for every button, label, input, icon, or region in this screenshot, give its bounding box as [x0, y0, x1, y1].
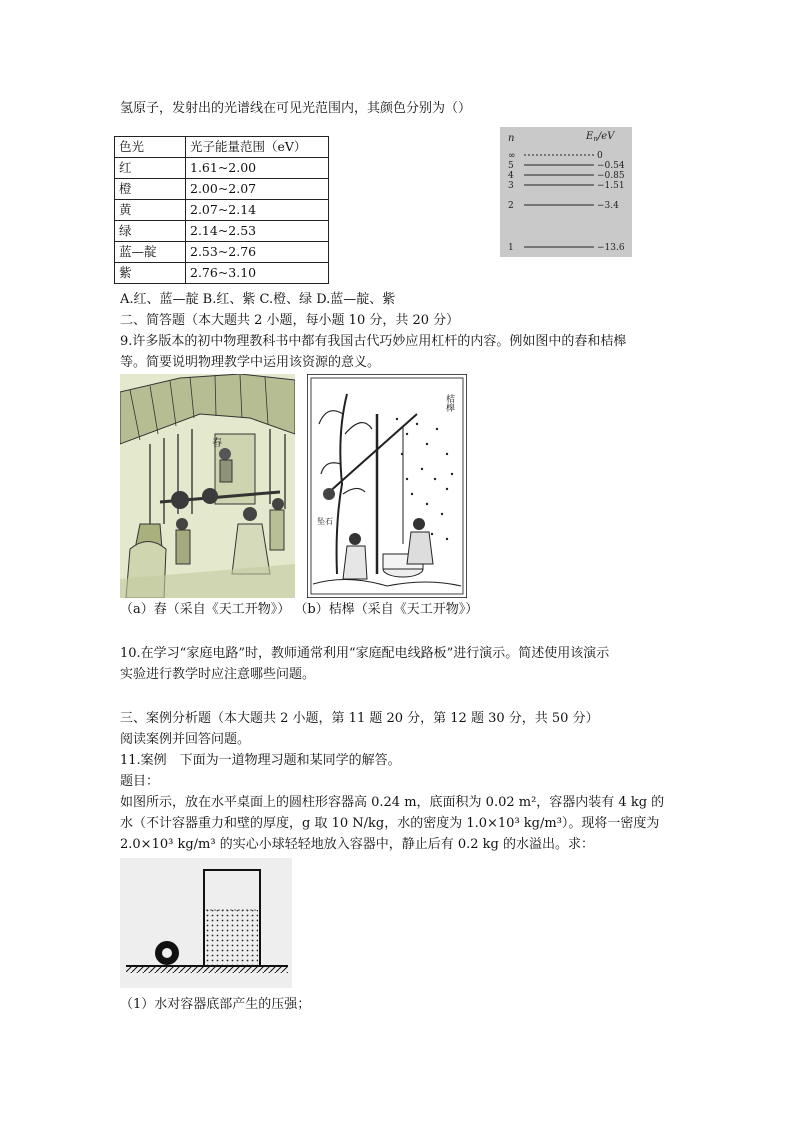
table-cell: 绿 — [115, 221, 186, 242]
question-10-line2: 实验进行教学时应注意哪些问题。 — [120, 667, 316, 682]
question-9-line2: 等。简要说明物理教学中运用该资源的意义。 — [120, 355, 381, 370]
question-9-line1: 9.许多版本的初中物理教科书中都有我国古代巧妙应用杠杆的内容。例如图中的舂和桔槔 — [120, 334, 627, 349]
section-3-subtitle: 阅读案例并回答问题。 — [120, 732, 251, 747]
figure-captions: （a）舂（采自《天工开物》） （b）桔槔（采自《天工开物》） — [120, 602, 479, 617]
table-row — [115, 242, 329, 263]
question-11-sub-1: （1）水对容器底部产生的压强； — [120, 997, 311, 1012]
level-energy-label: −1.51 — [597, 181, 625, 191]
energy-level-diagram — [500, 127, 632, 257]
section-2-title: 二、简答题（本大题共 2 小题，每小题 10 分，共 20 分） — [120, 313, 460, 328]
table-cell: 蓝—靛 — [115, 242, 186, 263]
water — [206, 910, 258, 965]
level-energy-label: −0.85 — [597, 171, 625, 181]
table-cell: 1.61~2.00 — [186, 158, 329, 179]
table-cell: 紫 — [115, 263, 186, 284]
table-cell: 黄 — [115, 200, 186, 221]
table-header-cell: 光子能量范围（eV） — [186, 137, 329, 158]
table-cell: 2.14~2.53 — [186, 221, 329, 242]
table-row — [115, 263, 329, 284]
level-n-label: ∞ — [508, 151, 516, 161]
table-cell: 2.53~2.76 — [186, 242, 329, 263]
section-3-title: 三、案例分析题（本大题共 2 小题，第 11 题 20 分，第 12 题 30 分，共 50 分） — [120, 711, 599, 726]
table-cell: 2.76~3.10 — [186, 263, 329, 284]
table-row — [115, 221, 329, 242]
table-cell: 橙 — [115, 179, 186, 200]
question-11-topic-label: 题目： — [120, 774, 160, 789]
level-energy-label: −3.4 — [597, 201, 619, 211]
intro-line: 氢原子，发射出的光谱线在可见光范围内，其颜色分别为（） — [120, 101, 472, 116]
spectrum-table — [114, 136, 329, 284]
table-cell: 2.00~2.07 — [186, 179, 329, 200]
question-11-case-line: 11.案例 下面为一道物理习题和某同学的解答。 — [120, 753, 401, 768]
answer-options: A.红、蓝—靛 B.红、紫 C.橙、绿 D.蓝—靛、紫 — [120, 292, 396, 307]
question-10-line1: 10.在学习“家庭电路”时，教师通常利用“家庭配电线路板”进行演示。简述使用该演示 — [120, 646, 610, 661]
table-header-row — [115, 137, 329, 158]
table-cell: 2.07~2.14 — [186, 200, 329, 221]
figure-a-pounding-woodcut — [120, 374, 295, 598]
diagram-background — [500, 127, 632, 257]
level-energy-label: −13.6 — [597, 243, 625, 253]
question-11-line2: 水（不计容器重力和壁的厚度，g 取 10 N/kg，水的密度为 1.0×10³ kg/m³）。现将一密度为 — [120, 816, 660, 831]
figure-a-label: 舂 — [212, 438, 222, 449]
table-header-cell: 色光 — [115, 137, 186, 158]
container-ball-figure — [120, 858, 292, 988]
level-n-label: 2 — [508, 201, 514, 211]
table-row — [115, 158, 329, 179]
level-energy-label: 0 — [597, 151, 603, 161]
level-n-label: 3 — [508, 181, 514, 191]
table-row — [115, 200, 329, 221]
level-energy-label: −0.54 — [597, 161, 625, 171]
level-n-label: 5 — [508, 161, 514, 171]
figure-b-label: 坠石 — [317, 517, 333, 526]
n-axis-label: n — [508, 133, 515, 144]
table-row — [115, 179, 329, 200]
level-n-label: 1 — [508, 243, 514, 253]
energy-axis-label: $E_n/eV$ — [586, 131, 615, 143]
level-n-label: 4 — [508, 171, 514, 181]
question-11-line3: 2.0×10³ kg/m³ 的实心小球轻轻地放入容器中，静止后有 0.2 kg 的水溢出。求： — [120, 837, 594, 852]
figure-b-title: 桔槔 — [444, 394, 454, 412]
figure-b-well-sweep-woodcut — [307, 374, 467, 598]
table-cell: 红 — [115, 158, 186, 179]
question-11-line1: 如图所示，放在水平桌面上的圆柱形容器高 0.24 m，底面积为 0.02 m²，容器内装有 4 kg 的 — [120, 795, 665, 810]
